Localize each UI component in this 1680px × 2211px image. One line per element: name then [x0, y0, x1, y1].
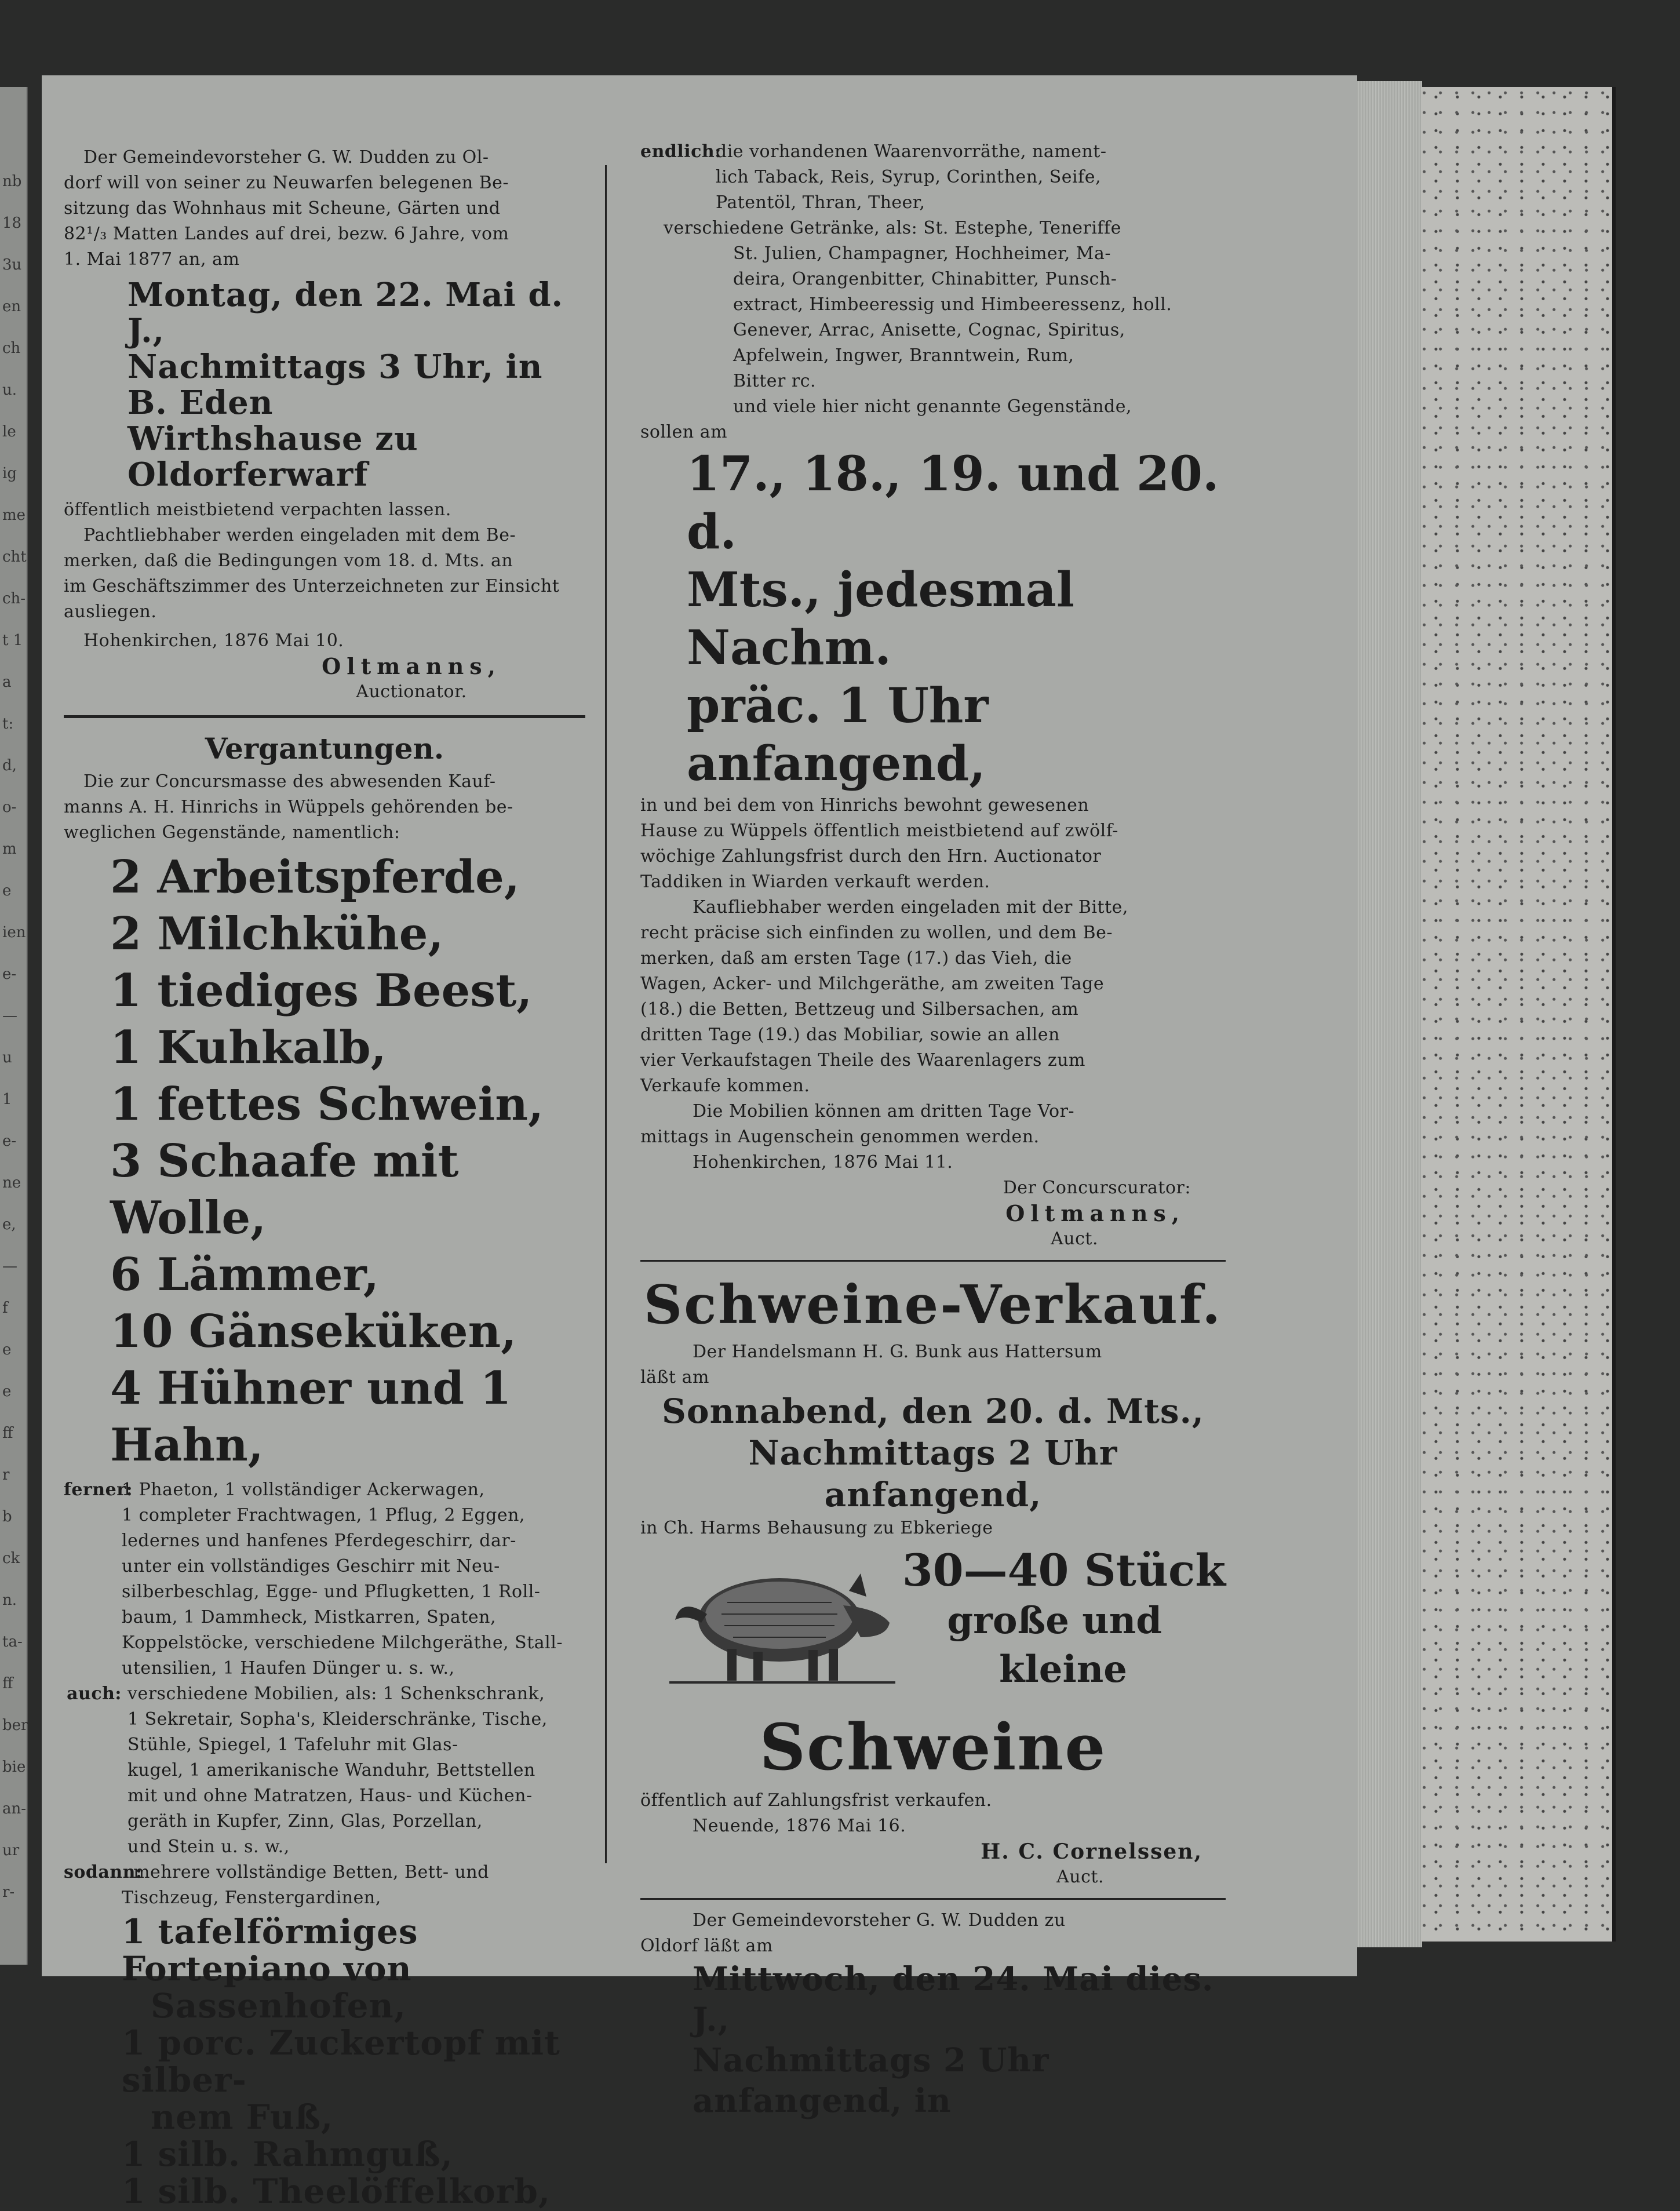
left-margin-fragment: ta-: [2, 1633, 23, 1651]
left-margin-fragment: ne: [2, 1174, 21, 1192]
endlich-line: lich Taback, Reis, Syrup, Corinthen, Seife,: [716, 167, 1101, 187]
getraenke-line: verschiedene Getränke, als: St. Estephe, Teneriffe: [664, 218, 1121, 238]
endlich-line: die vorhandenen Waarenvorräthe, nament-: [716, 141, 1107, 162]
left-margin-fragment: r: [2, 1466, 10, 1484]
left-margin-fragment: e: [2, 1383, 12, 1400]
ad2-date-line: 17., 18., 19. und 20. d.: [687, 446, 1219, 560]
ad3-intro-line: Der Handelsmann H. G. Bunk aus Hattersum: [693, 1342, 1102, 1362]
ad2-final-item: 1 silb. Theelöffelkorb,: [122, 2172, 551, 2211]
ad3-count: 30—40 Stück: [902, 1545, 1226, 1596]
left-margin-fragment: me: [2, 507, 26, 524]
left-margin-fragment: e-: [2, 966, 17, 983]
ad2-final-item: nem Fuß,: [151, 2097, 334, 2137]
ad2-body-line: dritten Tage (19.) das Mobiliar, sowie an allen: [640, 1025, 1060, 1045]
left-margin-fragment: t 1: [2, 632, 23, 649]
getraenke-line: und viele hier nicht genannte Gegenstände,: [733, 396, 1132, 417]
ad-vergantungen: [64, 728, 585, 2210]
ad2-item: 10 Gänseküken,: [110, 1305, 517, 1358]
left-margin-fragment: e: [2, 882, 12, 899]
left-margin-fragment: u.: [2, 381, 17, 399]
left-margin-fragment: ur: [2, 1842, 20, 1859]
ad2-role: Der Concurscurator:: [1003, 1178, 1191, 1198]
ad4-line: Der Gemeindevorsteher G. W. Dudden zu: [693, 1910, 1066, 1930]
left-margin-fragment: 18: [2, 214, 22, 232]
ad2-item: 6 Lämmer,: [110, 1248, 380, 1301]
getraenke-line: St. Julien, Champagner, Hochheimer, Ma-: [733, 243, 1112, 264]
ad3-title: Auct.: [1056, 1867, 1104, 1887]
ad2-body-line: Hause zu Wüppels öffentlich meistbietend auf zwölf-: [640, 821, 1118, 841]
getraenke-line: extract, Himbeeressig und Himbeeressenz, holl.: [733, 294, 1172, 315]
section-rule: [640, 1260, 1226, 1262]
ad2-ferner-line: Koppelstöcke, verschiedene Milchgeräthe, Stall-: [122, 1633, 563, 1653]
auch-label: auch:: [67, 1684, 122, 1704]
left-margin-fragment: ch: [2, 340, 21, 357]
ad1-line: 1. Mai 1877 an, am: [64, 249, 240, 269]
left-margin-fragment: e-: [2, 1132, 17, 1150]
left-margin-fragment: e: [2, 1341, 12, 1358]
section-rule: [640, 1898, 1226, 1900]
ad2-ferner-line: 1 Phaeton, 1 vollständiger Ackerwagen,: [122, 1480, 485, 1500]
endlich-line: Patentöl, Thran, Theer,: [716, 192, 925, 213]
ad2-body-line: Kaufliebhaber werden eingeladen mit der Bitte,: [693, 897, 1128, 917]
endlich-label: endlich:: [640, 141, 721, 162]
ad4-line: Oldorf läßt am: [640, 1936, 773, 1956]
ad2-sodann-line: mehrere vollständige Betten, Bett- und: [133, 1862, 489, 1882]
ad2-place-date: Hohenkirchen, 1876 Mai 11.: [693, 1152, 953, 1172]
ad2-final-item: Sassenhofen,: [151, 1986, 406, 2026]
pig-illustration-block: [640, 1545, 1226, 1765]
left-margin-fragment: —: [2, 1258, 17, 1275]
ad2-title: Auct.: [1051, 1229, 1098, 1249]
ad2-item: 1 Kuhkalb,: [110, 1021, 387, 1074]
ad2-intro-line: weglichen Gegenstände, namentlich:: [64, 822, 400, 843]
ad1-after-line: ausliegen.: [64, 602, 157, 622]
ad2-final-item: 1 tafelförmiges Fortepiano von: [122, 1912, 418, 1988]
left-column: [64, 145, 585, 2210]
sollen-label: sollen am: [640, 422, 728, 442]
ad2-sodann-line: Tischzeug, Fenstergardinen,: [122, 1888, 381, 1908]
ad2-auch-line: kugel, 1 amerikanische Wanduhr, Bettstellen: [127, 1760, 535, 1780]
left-margin-fragment: n.: [2, 1591, 17, 1609]
ad3-location: in Ch. Harms Behausung zu Ebkeriege: [640, 1518, 993, 1538]
left-page-edge: [0, 87, 28, 1965]
left-margin-fragment: ck: [2, 1550, 20, 1567]
left-margin-fragment: t:: [2, 715, 14, 733]
ad1-after-line: im Geschäftszimmer des Unterzeichneten zur Einsicht: [64, 576, 560, 596]
ad2-item: 1 tiediges Beest,: [110, 964, 533, 1017]
right-column: [640, 139, 1226, 2121]
ad3-size1: große und: [947, 1599, 1162, 1642]
left-margin-fragment: le: [2, 423, 16, 440]
ad2-item: 2 Arbeitspferde,: [110, 851, 520, 904]
left-margin-fragment: bie: [2, 1758, 26, 1776]
ad1-after-line: Pachtliebhaber werden eingeladen mit dem Be-: [83, 525, 516, 545]
ad2-body-line: in und bei dem von Hinrichs bewohnt gewesenen: [640, 795, 1089, 815]
left-margin-fragment: d,: [2, 757, 17, 774]
ad2-body-line: Verkaufe kommen.: [640, 1076, 810, 1096]
ad3-after: öffentlich auf Zahlungsfrist verkaufen.: [640, 1790, 992, 1811]
ad2-body-line: recht präcise sich einfinden zu wollen, und dem Be-: [640, 923, 1113, 943]
left-margin-fragment: ig: [2, 465, 17, 482]
ad-vergantungen-continued: [640, 139, 1226, 1252]
getraenke-line: Genever, Arrac, Anisette, Cognac, Spiritus,: [733, 320, 1125, 340]
ad1-after-line: öffentlich meistbietend verpachten lassen.: [64, 500, 451, 520]
left-margin-fragment: nb: [2, 173, 22, 190]
ad1-date-line: Montag, den 22. Mai d. J.,: [127, 276, 563, 350]
ad2-auch-line: verschiedene Mobilien, als: 1 Schenkschrank,: [127, 1684, 545, 1704]
ad2-auch-line: mit und ohne Matratzen, Haus- und Küchen-: [127, 1786, 533, 1806]
left-margin-fragment: f: [2, 1299, 8, 1317]
left-margin-fragment: e,: [2, 1216, 16, 1233]
getraenke-line: Apfelwein, Ingwer, Branntwein, Rum,: [733, 345, 1074, 366]
ad3-heading: Schweine-Verkauf.: [643, 1273, 1223, 1336]
ad2-item: 2 Milchkühe,: [110, 908, 444, 960]
ad2-auch-line: geräth in Kupfer, Zinn, Glas, Porzellan,: [127, 1811, 483, 1831]
left-margin-fragment: o-: [2, 799, 17, 816]
ad2-body-line: mittags in Augenschein genommen werden.: [640, 1127, 1040, 1147]
ad2-body-line: merken, daß am ersten Tage (17.) das Vieh, die: [640, 948, 1072, 968]
ad2-intro-line: Die zur Concursmasse des abwesenden Kauf-: [83, 771, 496, 792]
ad2-final-item: 1 porc. Zuckertopf mit silber-: [122, 2023, 560, 2100]
ad2-body-line: Die Mobilien können am dritten Tage Vor-: [693, 1101, 1075, 1121]
ad1-line: Der Gemeindevorsteher G. W. Dudden zu Ol-: [83, 147, 489, 167]
ad3-place-date: Neuende, 1876 Mai 16.: [693, 1816, 906, 1836]
ad1-date-line: Nachmittags 3 Uhr, in B. Eden: [127, 348, 543, 422]
book-cover-edge: [1421, 87, 1616, 1942]
left-margin-fragment: ch-: [2, 590, 26, 607]
ad2-ferner-line: utensilien, 1 Haufen Dünger u. s. w.,: [122, 1658, 455, 1678]
ad1-line: 82¹/₃ Matten Landes auf drei, bezw. 6 Jahre, vom: [64, 224, 509, 244]
left-margin-fragment: r-: [2, 1884, 15, 1901]
left-margin-fragment: u: [2, 1049, 12, 1066]
ad-schweine-verkauf: [640, 1270, 1226, 1890]
ad4-date-line: Mittwoch, den 24. Mai dies. J.,: [693, 1960, 1214, 2039]
ad2-item: 1 fettes Schwein,: [110, 1078, 544, 1131]
ad2-item: 3 Schaafe mit Wolle,: [110, 1135, 459, 1244]
ad2-body-line: vier Verkaufstagen Theile des Waarenlagers zum: [640, 1050, 1085, 1070]
ad1-line: sitzung das Wohnhaus mit Scheune, Gärten und: [64, 198, 501, 218]
ad2-ferner-line: 1 completer Frachtwagen, 1 Pflug, 2 Eggen,: [122, 1505, 525, 1525]
ad2-intro-line: manns A. H. Hinrichs in Wüppels gehörenden be-: [64, 797, 513, 817]
left-margin-fragment: en: [2, 298, 21, 315]
ad2-ferner-line: silberbeschlag, Egge- und Pflugketten, 1 Roll-: [122, 1582, 541, 1602]
ad2-item: 4 Hühner und 1 Hahn,: [110, 1362, 512, 1471]
column-divider: [605, 165, 607, 1863]
ad2-body-line: (18.) die Betten, Bettzeug und Silbersachen, am: [640, 999, 1079, 1019]
pig-illustration: [658, 1550, 901, 1695]
ad2-date-line: präc. 1 Uhr anfangend,: [687, 678, 989, 792]
left-margin-fragment: ber: [2, 1717, 28, 1734]
ad2-signer: Oltmanns,: [1005, 1200, 1185, 1226]
ad1-signer: Oltmanns,: [322, 653, 501, 679]
ad4-date-line: Nachmittags 2 Uhr anfangend, in: [693, 2041, 1049, 2120]
ad3-animal: Schweine: [759, 1710, 1107, 1784]
ad1-after-line: merken, daß die Bedingungen vom 18. d. Mts. an: [64, 551, 513, 571]
ad2-auch-line: 1 Sekretair, Sopha's, Kleiderschränke, Tische,: [127, 1709, 548, 1729]
getraenke-line: Bitter rc.: [733, 371, 817, 391]
ad2-heading: Vergantungen.: [205, 731, 444, 766]
left-margin-fragment: cht: [2, 548, 27, 566]
getraenke-line: deira, Orangenbitter, Chinabitter, Punsch-: [733, 269, 1117, 289]
ad-dudden-notice: [640, 1908, 1226, 2121]
ad2-ferner-line: unter ein vollständiges Geschirr mit Neu-: [122, 1556, 500, 1576]
ad3-date-line: Nachmittags 2 Uhr anfangend,: [748, 1433, 1118, 1514]
sodann-label: sodann:: [64, 1862, 143, 1882]
left-margin-fragment: a: [2, 673, 12, 691]
left-margin-fragment: 1: [2, 1091, 12, 1108]
section-rule: [64, 715, 585, 718]
ad-lease-notice: [64, 145, 585, 705]
ad2-date-line: Mts., jedesmal Nachm.: [687, 562, 1075, 676]
left-margin-fragment: ff: [2, 1425, 13, 1442]
ad3-date-line: Sonnabend, den 20. d. Mts.,: [662, 1392, 1204, 1431]
ad2-auch-line: Stühle, Spiegel, 1 Tafeluhr mit Glas-: [127, 1735, 458, 1755]
left-margin-fragment: 3u: [2, 256, 22, 274]
ad3-size2: kleine: [999, 1648, 1127, 1691]
ad1-line: dorf will von seiner zu Neuwarfen belegenen Be-: [64, 173, 509, 193]
left-margin-fragment: ien: [2, 924, 26, 941]
left-margin-fragment: m: [2, 840, 17, 858]
ad2-body-line: wöchige Zahlungsfrist durch den Hrn. Auctionator: [640, 846, 1102, 866]
ad2-final-item: 1 silb. Rahmguß,: [122, 2134, 453, 2174]
ad2-auch-line: und Stein u. s. w.,: [127, 1837, 290, 1857]
left-margin-fragment: b: [2, 1508, 12, 1525]
ad3-signer: H. C. Cornelssen,: [981, 1840, 1202, 1864]
left-margin-fragment: —: [2, 1007, 17, 1025]
ad1-place-date: Hohenkirchen, 1876 Mai 10.: [83, 631, 344, 651]
left-margin-fragment: ff: [2, 1675, 13, 1692]
ad1-title: Auctionator.: [356, 682, 467, 702]
ad1-date-line: Wirthshause zu Oldorferwarf: [127, 420, 418, 494]
ad2-ferner-line: ledernes und hanfenes Pferdegeschirr, dar-: [122, 1531, 516, 1551]
ad2-body-line: Taddiken in Wiarden verkauft werden.: [640, 872, 990, 892]
ad2-ferner-line: baum, 1 Dammheck, Mistkarren, Spaten,: [122, 1607, 496, 1627]
ferner-label: ferner:: [64, 1480, 133, 1500]
left-margin-fragment: an-: [2, 1800, 27, 1817]
ad3-intro-line: läßt am: [640, 1367, 709, 1387]
ad2-body-line: Wagen, Acker- und Milchgeräthe, am zweiten Tage: [640, 974, 1105, 994]
